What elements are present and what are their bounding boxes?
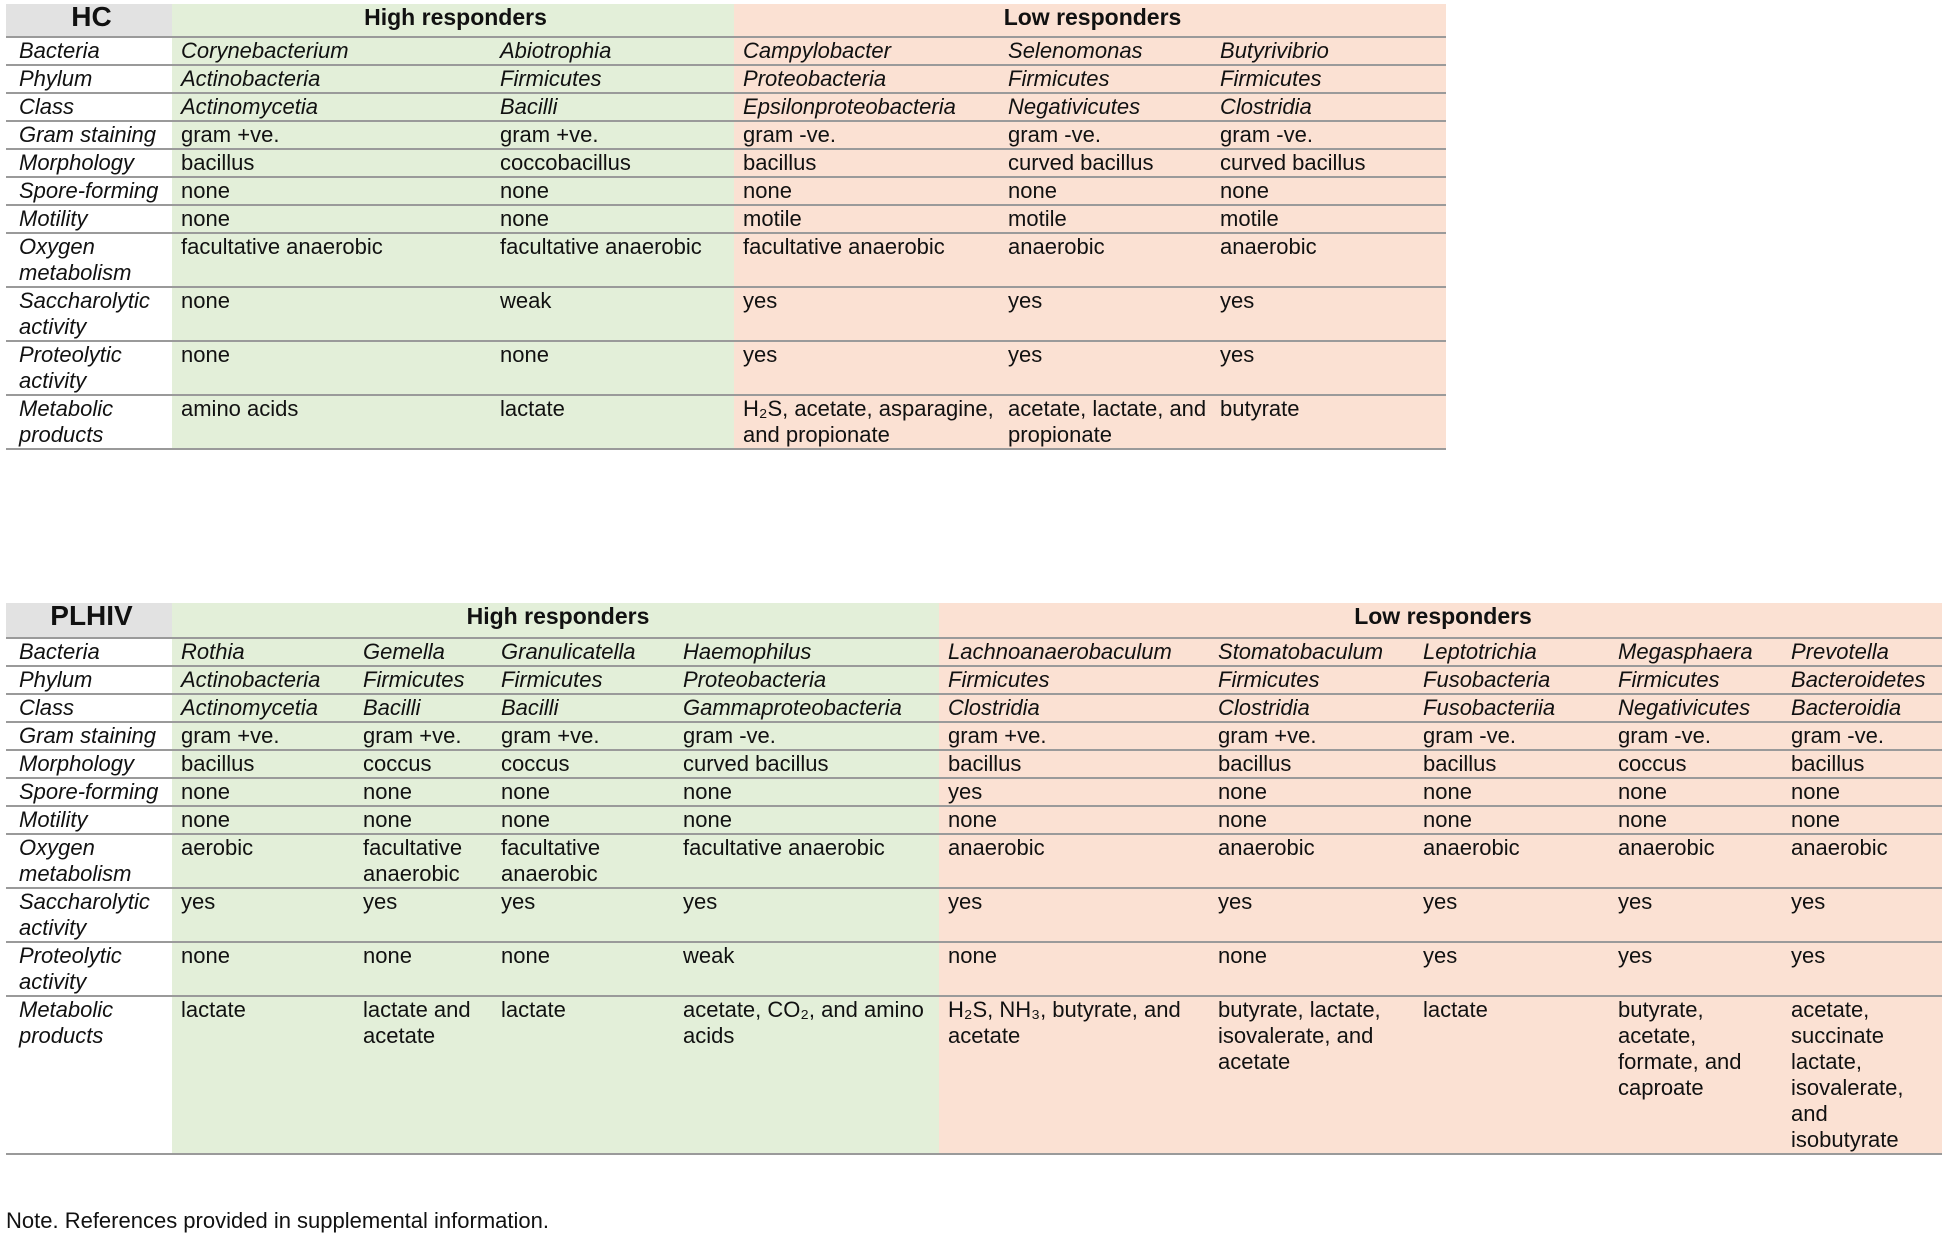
table-cell: lactate and acetate	[354, 996, 492, 1154]
plhiv-low-responders-header: Low responders	[939, 603, 1942, 638]
table-cell: Bacilli	[491, 93, 734, 121]
row-label: Bacteria	[6, 638, 172, 666]
table-cell: Epsilonproteobacteria	[734, 93, 999, 121]
table-cell: coccus	[1609, 750, 1782, 778]
table-cell: none	[1782, 778, 1942, 806]
row-label: Oxygen metabolism	[6, 233, 172, 287]
table-cell: none	[491, 341, 734, 395]
table-cell: Bacilli	[354, 694, 492, 722]
table-cell: Leptotrichia	[1414, 638, 1609, 666]
table-cell: none	[1209, 778, 1414, 806]
table-cell: Clostridia	[939, 694, 1209, 722]
table-cell: none	[172, 205, 491, 233]
table-cell: none	[939, 806, 1209, 834]
table-row	[6, 37, 1446, 65]
table-cell: none	[1782, 806, 1942, 834]
table-cell: yes	[674, 888, 939, 942]
table-cell: bacillus	[939, 750, 1209, 778]
table-cell: Actinobacteria	[172, 65, 491, 93]
table-row	[6, 778, 1942, 806]
table-row	[6, 121, 1446, 149]
table-cell: Haemophilus	[674, 638, 939, 666]
row-label: Morphology	[6, 750, 172, 778]
table-cell: yes	[1211, 287, 1446, 341]
table-cell: Firmicutes	[492, 666, 674, 694]
table-cell: anaerobic	[939, 834, 1209, 888]
table-cell: anaerobic	[1211, 233, 1446, 287]
row-label: Proteolytic activity	[6, 942, 172, 996]
table-cell: gram -ve.	[999, 121, 1211, 149]
table-cell: bacillus	[734, 149, 999, 177]
table-cell: Proteobacteria	[734, 65, 999, 93]
table-cell: none	[491, 205, 734, 233]
table-cell: Rothia	[172, 638, 354, 666]
table-cell: Prevotella	[1782, 638, 1942, 666]
table-cell: gram -ve.	[674, 722, 939, 750]
row-label: Oxygen metabolism	[6, 834, 172, 888]
table-cell: Clostridia	[1211, 93, 1446, 121]
table-cell: Actinomycetia	[172, 694, 354, 722]
table-cell: yes	[999, 287, 1211, 341]
table-cell: Fusobacteriia	[1414, 694, 1609, 722]
table-cell: Lachnoanaerobaculum	[939, 638, 1209, 666]
table-cell: yes	[1211, 341, 1446, 395]
table-cell: gram -ve.	[734, 121, 999, 149]
table-cell: gram +ve.	[172, 121, 491, 149]
table-cell: anaerobic	[1609, 834, 1782, 888]
table-row	[6, 722, 1942, 750]
table-cell: curved bacillus	[1211, 149, 1446, 177]
hc-table-label: HC	[6, 4, 172, 37]
table-cell: bacillus	[172, 750, 354, 778]
table-row	[6, 942, 1942, 996]
table-cell: Firmicutes	[939, 666, 1209, 694]
table-row	[6, 638, 1942, 666]
table-cell: butyrate, acetate, formate, and caproate	[1609, 996, 1782, 1154]
table-cell: yes	[1209, 888, 1414, 942]
table-cell: Actinobacteria	[172, 666, 354, 694]
row-label: Saccharolytic activity	[6, 287, 172, 341]
table-cell: lactate	[491, 395, 734, 449]
table-cell: none	[172, 177, 491, 205]
table-cell: Gammaproteobacteria	[674, 694, 939, 722]
table-cell: none	[492, 778, 674, 806]
table-cell: none	[1414, 778, 1609, 806]
row-label: Motility	[6, 806, 172, 834]
table-cell: gram -ve.	[1211, 121, 1446, 149]
table-cell: none	[492, 942, 674, 996]
table-cell: yes	[1414, 888, 1609, 942]
table-cell: gram -ve.	[1414, 722, 1609, 750]
table-cell: anaerobic	[1782, 834, 1942, 888]
table-cell: yes	[1782, 888, 1942, 942]
table-cell: yes	[1609, 888, 1782, 942]
table-cell: none	[734, 177, 999, 205]
table-cell: yes	[172, 888, 354, 942]
table-cell: none	[172, 287, 491, 341]
plhiv-high-responders-header: High responders	[172, 603, 939, 638]
row-label: Class	[6, 694, 172, 722]
plhiv-table-label: PLHIV	[6, 603, 172, 638]
table-cell: lactate	[1414, 996, 1609, 1154]
row-label: Metabolic products	[6, 996, 172, 1154]
table-cell: Firmicutes	[999, 65, 1211, 93]
table-cell: Granulicatella	[492, 638, 674, 666]
table-cell: amino acids	[172, 395, 491, 449]
table-cell: gram +ve.	[491, 121, 734, 149]
table-cell: facultative anaerobic	[492, 834, 674, 888]
table-row	[6, 888, 1942, 942]
table-cell: Butyrivibrio	[1211, 37, 1446, 65]
table-cell: Firmicutes	[1609, 666, 1782, 694]
row-label: Metabolic products	[6, 395, 172, 449]
table-cell: bacillus	[1209, 750, 1414, 778]
row-label: Class	[6, 93, 172, 121]
table-cell: lactate	[492, 996, 674, 1154]
table-cell: none	[939, 942, 1209, 996]
table-cell: motile	[999, 205, 1211, 233]
table-cell: motile	[1211, 205, 1446, 233]
hc-high-responders-header: High responders	[172, 4, 734, 37]
table-row	[6, 834, 1942, 888]
table-cell: gram -ve.	[1782, 722, 1942, 750]
table-cell: none	[674, 778, 939, 806]
table-cell: Firmicutes	[1211, 65, 1446, 93]
table-cell: Firmicutes	[1209, 666, 1414, 694]
table-cell: none	[491, 177, 734, 205]
table-cell: none	[172, 942, 354, 996]
table-cell: Gemella	[354, 638, 492, 666]
table-cell: Selenomonas	[999, 37, 1211, 65]
table-cell: none	[172, 341, 491, 395]
row-label: Motility	[6, 205, 172, 233]
table-row	[6, 205, 1446, 233]
table-cell: none	[354, 942, 492, 996]
table-cell: butyrate	[1211, 395, 1446, 449]
table-cell: Campylobacter	[734, 37, 999, 65]
table-cell: yes	[939, 888, 1209, 942]
table-cell: gram +ve.	[939, 722, 1209, 750]
table-cell: none	[999, 177, 1211, 205]
table-cell: facultative anaerobic	[734, 233, 999, 287]
table-cell: coccus	[492, 750, 674, 778]
table-cell: coccus	[354, 750, 492, 778]
table-cell: none	[172, 778, 354, 806]
table-cell: yes	[1782, 942, 1942, 996]
row-label: Spore-forming	[6, 778, 172, 806]
table-cell: yes	[734, 287, 999, 341]
table-row	[6, 65, 1446, 93]
table-cell: curved bacillus	[999, 149, 1211, 177]
table-row	[6, 233, 1446, 287]
table-cell: none	[492, 806, 674, 834]
table-cell: lactate	[172, 996, 354, 1154]
table-cell: acetate, succinate lactate, isovalerate, and isobutyrate	[1782, 996, 1942, 1154]
table-cell: anaerobic	[1209, 834, 1414, 888]
table-cell: gram +ve.	[354, 722, 492, 750]
table-cell: H₂S, NH₃, butyrate, and acetate	[939, 996, 1209, 1154]
table-cell: Bacilli	[492, 694, 674, 722]
table-cell: gram -ve.	[1609, 722, 1782, 750]
table-cell: bacillus	[1782, 750, 1942, 778]
table-row	[6, 694, 1942, 722]
table-cell: yes	[999, 341, 1211, 395]
table-cell: none	[1414, 806, 1609, 834]
table-cell: Bacteroidetes	[1782, 666, 1942, 694]
row-label: Spore-forming	[6, 177, 172, 205]
table-cell: yes	[492, 888, 674, 942]
table-row	[6, 149, 1446, 177]
table-cell: acetate, CO₂, and amino acids	[674, 996, 939, 1154]
table-cell: Clostridia	[1209, 694, 1414, 722]
table-row	[6, 177, 1446, 205]
table-cell: weak	[491, 287, 734, 341]
table-cell: coccobacillus	[491, 149, 734, 177]
table-cell: butyrate, lactate, isovalerate, and acetate	[1209, 996, 1414, 1154]
table-cell: none	[1609, 778, 1782, 806]
table-cell: gram +ve.	[172, 722, 354, 750]
table-row	[6, 395, 1446, 449]
table-cell: none	[1209, 806, 1414, 834]
table-cell: Negativicutes	[999, 93, 1211, 121]
row-label: Saccharolytic activity	[6, 888, 172, 942]
table-cell: Actinomycetia	[172, 93, 491, 121]
table-cell: curved bacillus	[674, 750, 939, 778]
table-row	[6, 341, 1446, 395]
row-label: Phylum	[6, 666, 172, 694]
table-cell: Megasphaera	[1609, 638, 1782, 666]
table-cell: motile	[734, 205, 999, 233]
table-cell: yes	[1609, 942, 1782, 996]
table-cell: bacillus	[172, 149, 491, 177]
plhiv-table	[6, 600, 1942, 1155]
table-cell: Bacteroidia	[1782, 694, 1942, 722]
table-row	[6, 93, 1446, 121]
row-label: Gram staining	[6, 121, 172, 149]
table-cell: none	[354, 778, 492, 806]
table-cell: facultative anaerobic	[491, 233, 734, 287]
table-row	[6, 750, 1942, 778]
hc-table	[6, 1, 1446, 450]
table-cell: Abiotrophia	[491, 37, 734, 65]
table-cell: aerobic	[172, 834, 354, 888]
table-cell: gram +ve.	[1209, 722, 1414, 750]
table-cell: none	[354, 806, 492, 834]
table-row	[6, 806, 1942, 834]
table-cell: gram +ve.	[492, 722, 674, 750]
table-row	[6, 996, 1942, 1154]
table-cell: weak	[674, 942, 939, 996]
table-cell: Corynebacterium	[172, 37, 491, 65]
row-label: Bacteria	[6, 37, 172, 65]
table-cell: Proteobacteria	[674, 666, 939, 694]
table-cell: Firmicutes	[491, 65, 734, 93]
table-cell: Stomatobaculum	[1209, 638, 1414, 666]
table-cell: H₂S, acetate, asparagine, and propionate	[734, 395, 999, 449]
table-note: Note. References provided in supplemental information.	[6, 1208, 549, 1233]
table-cell: none	[172, 806, 354, 834]
table-cell: facultative anaerobic	[354, 834, 492, 888]
table-cell: anaerobic	[1414, 834, 1609, 888]
table-row	[6, 666, 1942, 694]
table-cell: yes	[1414, 942, 1609, 996]
row-label: Morphology	[6, 149, 172, 177]
table-cell: none	[1209, 942, 1414, 996]
table-cell: none	[674, 806, 939, 834]
table-cell: facultative anaerobic	[172, 233, 491, 287]
row-label: Gram staining	[6, 722, 172, 750]
table-cell: Negativicutes	[1609, 694, 1782, 722]
table-cell: acetate, lactate, and propionate	[999, 395, 1211, 449]
table-cell: yes	[939, 778, 1209, 806]
table-cell: none	[1211, 177, 1446, 205]
table-row	[6, 287, 1446, 341]
table-cell: none	[1609, 806, 1782, 834]
table-cell: Firmicutes	[354, 666, 492, 694]
table-cell: yes	[734, 341, 999, 395]
row-label: Proteolytic activity	[6, 341, 172, 395]
table-cell: yes	[354, 888, 492, 942]
hc-low-responders-header: Low responders	[734, 4, 1446, 37]
row-label: Phylum	[6, 65, 172, 93]
table-cell: bacillus	[1414, 750, 1609, 778]
table-cell: facultative anaerobic	[674, 834, 939, 888]
table-cell: Fusobacteria	[1414, 666, 1609, 694]
table-cell: anaerobic	[999, 233, 1211, 287]
